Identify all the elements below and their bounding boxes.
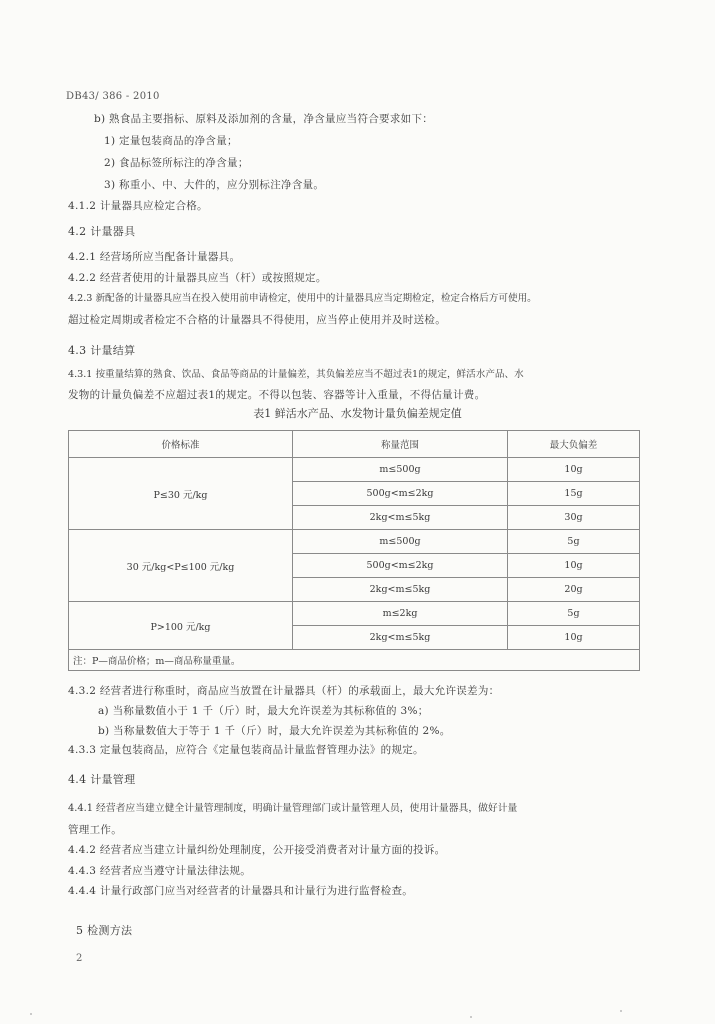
deviation-cell: 20g	[508, 578, 640, 602]
range-cell: 2kg<m≤5kg	[293, 506, 508, 530]
section-heading: 4.3 计量结算	[68, 344, 136, 357]
range-cell: m≤500g	[293, 530, 508, 554]
text-line: b) 当称量数值大于等于 1 千（斤）时，最大允许误差为其标称值的 2%。	[98, 725, 451, 737]
text-line: b) 熟食品主要指标、原料及添加剂的含量，净含量应当符合要求如下：	[94, 113, 434, 125]
text-line: 4.3.1 按重量结算的熟食、饮品、食品等商品的计量偏差，其负偏差应当不超过表1的规定，鲜活水产品、水	[68, 369, 524, 380]
text-line: a) 当称量数值小于 1 千（斤）时，最大允许误差为其标称值的 3%；	[98, 705, 429, 717]
text-line: 4.2.1 经营场所应当配备计量器具。	[68, 251, 241, 263]
section-heading: 4.2 计量器具	[68, 225, 136, 238]
range-cell: 2kg<m≤5kg	[293, 626, 508, 650]
text-line: 4.1.2 计量器具应检定合格。	[68, 200, 208, 212]
range-cell: 2kg<m≤5kg	[293, 578, 508, 602]
table-header-cell: 最大负偏差	[508, 431, 640, 458]
range-cell: 500g<m≤2kg	[293, 554, 508, 578]
table-title: 表1 鲜活水产品、水发物计量负偏差规定值	[253, 407, 462, 420]
table-header-cell: 称量范围	[293, 431, 508, 458]
scan-speck	[470, 1016, 472, 1018]
deviation-cell: 10g	[508, 626, 640, 650]
text-line: 4.4.2 经营者应当建立计量纠纷处理制度，公开接受消费者对计量方面的投诉。	[68, 844, 446, 856]
text-line: 4.4.1 经营者应当建立健全计量管理制度，明确计量管理部门或计量管理人员，使用计量器具，做好计量	[68, 803, 518, 814]
text-line: 4.4.3 经营者应当遵守计量法律法规。	[68, 865, 252, 877]
text-line: 4.2.2 经营者使用的计量器具应当（杆）或按照规定。	[68, 272, 327, 284]
price-cell: P>100 元/kg	[69, 602, 293, 650]
text-line: 超过检定周期或者检定不合格的计量器具不得使用，应当停止使用并及时送检。	[68, 314, 446, 326]
table-note-row	[69, 650, 640, 671]
deviation-cell: 30g	[508, 506, 640, 530]
text-line: 4.3.2 经营者进行称重时，商品应当放置在计量器具（杆）的承载面上，最大允许误差为：	[68, 685, 500, 697]
price-cell: P≤30 元/kg	[69, 458, 293, 530]
text-line: 发物的计量负偏差不应超过表1的规定。不得以包装、容器等计入重量，不得估量计费。	[68, 389, 486, 401]
text-line: 4.4.4 计量行政部门应当对经营者的计量器具和计量行为进行监督检查。	[68, 885, 414, 897]
text-line: 2) 食品标签所标注的净含量；	[104, 157, 249, 169]
table-row	[69, 530, 640, 554]
text-line: 3) 称重小、中、大件的，应分别标注净含量。	[104, 179, 325, 191]
text-line: 4.3.3 定量包装商品，应符合《定量包装商品计量监督管理办法》的规定。	[68, 744, 424, 756]
deviation-cell: 10g	[508, 458, 640, 482]
range-cell: m≤2kg	[293, 602, 508, 626]
text-line: 4.2.3 新配备的计量器具应当在投入使用前申请检定，使用中的计量器具应当定期检定，检定合格后方可使用。	[68, 293, 537, 304]
price-cell: 30 元/kg<P≤100 元/kg	[69, 530, 293, 602]
table-note: 注：P—商品价格；m—商品称量重量。	[69, 650, 640, 671]
section-heading: 4.4 计量管理	[68, 773, 136, 786]
page-number: 2	[76, 953, 83, 964]
range-cell: m≤500g	[293, 458, 508, 482]
text-line: 管理工作。	[68, 824, 122, 836]
document-header: DB43/ 386 - 2010	[66, 91, 160, 102]
deviation-cell: 5g	[508, 530, 640, 554]
deviation-cell: 5g	[508, 602, 640, 626]
table-row	[69, 458, 640, 482]
section-heading: 5 检测方法	[76, 924, 133, 937]
table-row	[69, 602, 640, 626]
scan-speck	[30, 1013, 32, 1015]
table-header-cell: 价格标准	[69, 431, 293, 458]
deviation-cell: 15g	[508, 482, 640, 506]
table-header-row	[69, 431, 640, 458]
scan-speck	[620, 1010, 622, 1012]
deviation-table	[68, 430, 640, 671]
range-cell: 500g<m≤2kg	[293, 482, 508, 506]
deviation-cell: 10g	[508, 554, 640, 578]
text-line: 1) 定量包装商品的净含量；	[104, 135, 238, 147]
